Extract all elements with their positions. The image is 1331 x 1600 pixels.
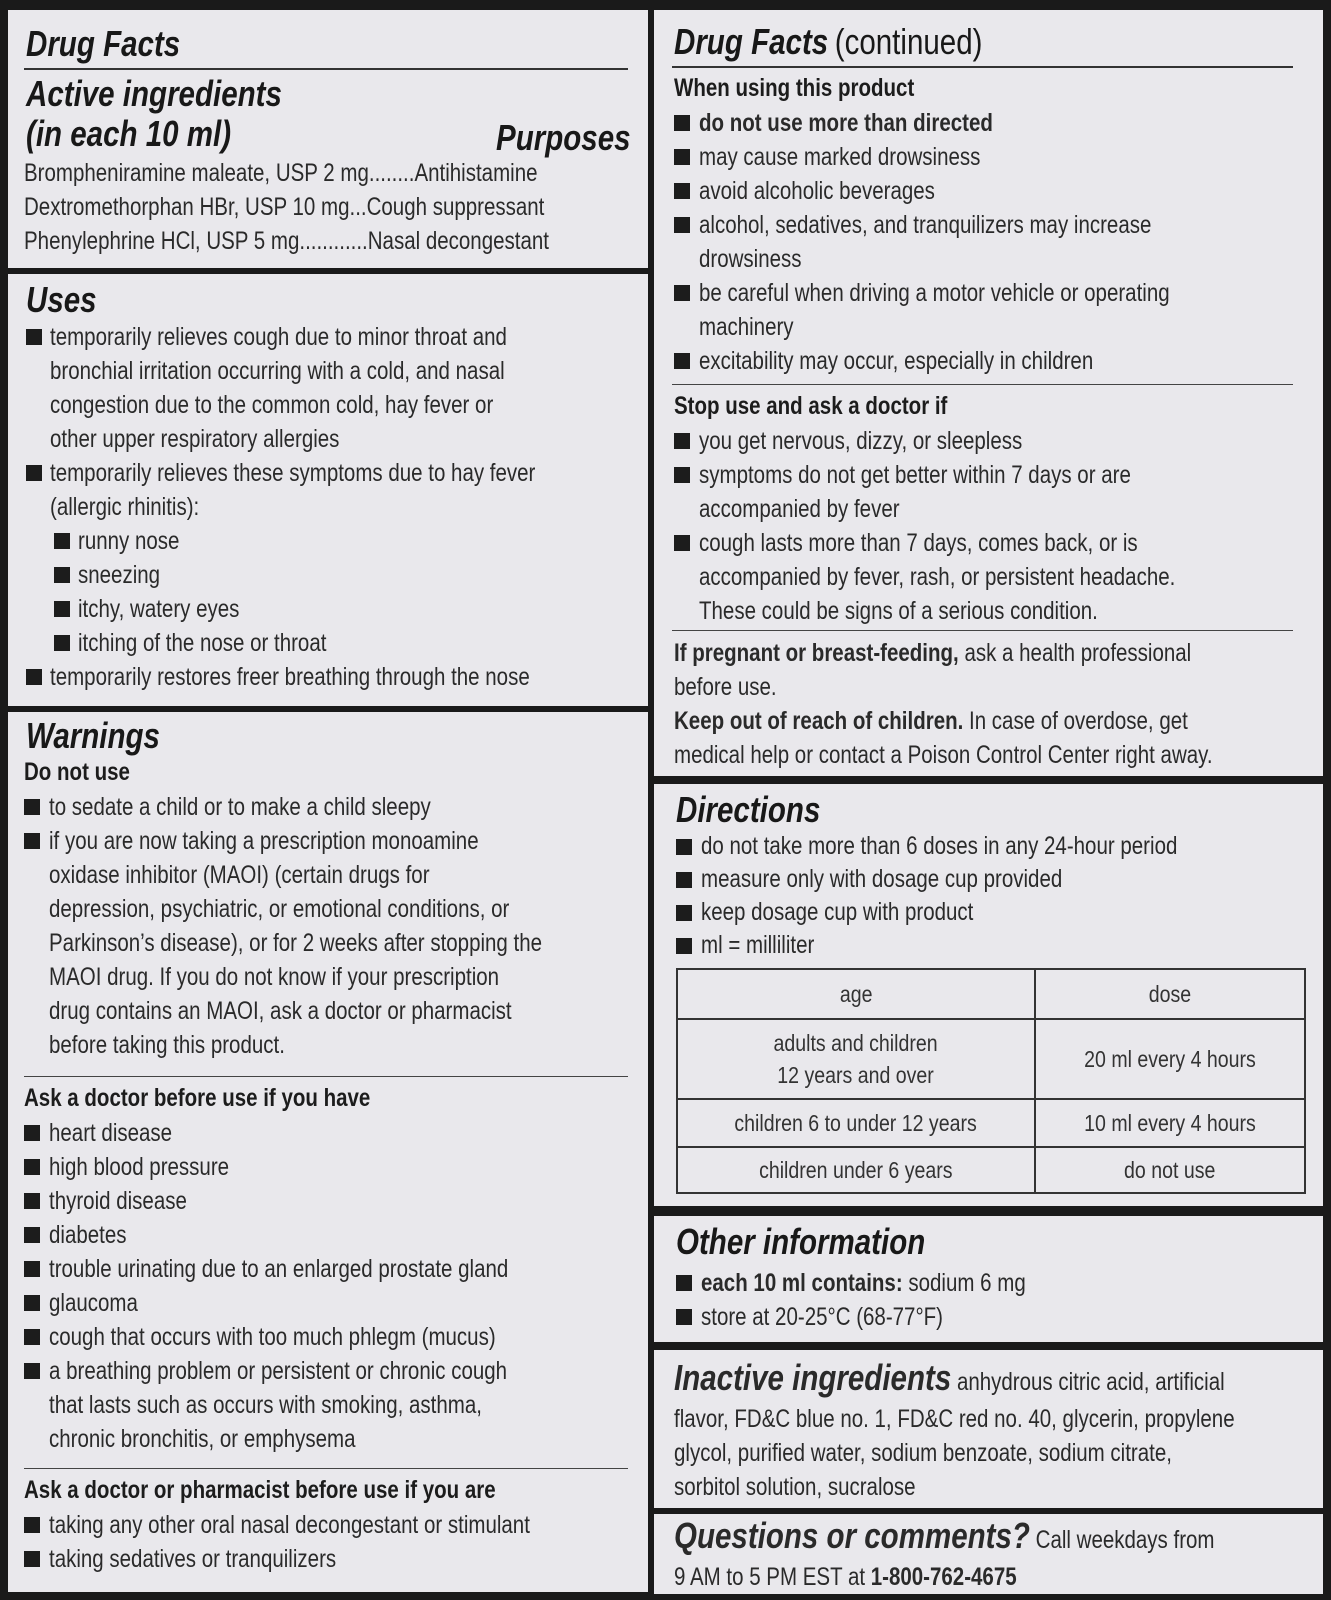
inactive-text: anhydrous citric acid, artificial bbox=[951, 1368, 1225, 1396]
table-header-row bbox=[677, 969, 1305, 1019]
bullet-icon bbox=[674, 183, 690, 199]
age-line: adults and children bbox=[773, 1030, 939, 1056]
other-information-heading: Other information bbox=[676, 1221, 926, 1262]
section-divider bbox=[672, 384, 1293, 385]
list-item: you get nervous, dizzy, or sleepless bbox=[699, 427, 1023, 455]
bullet-icon bbox=[24, 1125, 40, 1141]
inactive-line bbox=[674, 1358, 1235, 1402]
leader-dots: ............ bbox=[299, 227, 368, 255]
bullet-icon bbox=[676, 938, 692, 954]
list-item: store at 20-25°C (68-77°F) bbox=[701, 1303, 944, 1331]
inactive-ingredients-heading: Inactive ingredients bbox=[674, 1357, 952, 1398]
list-item: oxidase inhibitor (MAOI) (certain drugs for bbox=[49, 861, 430, 889]
continued-label: (continued) bbox=[834, 21, 983, 62]
bullet-icon bbox=[674, 217, 690, 233]
bullet-icon bbox=[676, 905, 692, 921]
bullet-icon bbox=[674, 285, 690, 301]
list-item: that lasts such as occurs with smoking, asthma, bbox=[49, 1391, 482, 1419]
uses-list bbox=[26, 320, 642, 694]
do-not-use-heading: Do not use bbox=[24, 758, 130, 786]
ingredient-row bbox=[24, 224, 644, 258]
list-item: cough that occurs with too much phlegm (mucus) bbox=[49, 1323, 496, 1351]
bullet-icon bbox=[676, 1275, 692, 1291]
list-item: taking sedatives or tranquilizers bbox=[49, 1545, 337, 1573]
table-row bbox=[677, 1147, 1305, 1193]
list-item: drowsiness bbox=[699, 245, 802, 273]
age-cell: children under 6 years bbox=[759, 1157, 953, 1183]
bullet-icon bbox=[676, 1309, 692, 1325]
bullet-icon bbox=[26, 465, 42, 481]
keep-out-warning-cont: medical help or contact a Poison Control Center right away. bbox=[674, 741, 1213, 769]
ask-doctor-heading: Ask a doctor before use if you have bbox=[24, 1084, 371, 1112]
active-ingredients-panel bbox=[8, 10, 648, 268]
leader-dots: ... bbox=[349, 193, 367, 221]
drug-facts-continued-title bbox=[674, 22, 982, 62]
list-item: itching of the nose or throat bbox=[78, 629, 327, 657]
list-item: itchy, watery eyes bbox=[78, 595, 240, 623]
list-item: alcohol, sedatives, and tranquilizers may increase bbox=[699, 211, 1152, 239]
bullet-icon bbox=[676, 872, 692, 888]
list-item: bronchial irritation occurring with a cold, and nasal bbox=[50, 357, 505, 385]
questions-text: Call weekdays from bbox=[1029, 1526, 1215, 1554]
age-header: age bbox=[839, 981, 873, 1007]
list-item: accompanied by fever bbox=[699, 495, 900, 523]
list-item: runny nose bbox=[78, 527, 180, 555]
list-item: may cause marked drowsiness bbox=[699, 143, 981, 171]
list-item: drug contains an MAOI, ask a doctor or pharmacist bbox=[49, 997, 512, 1025]
uses-heading: Uses bbox=[26, 279, 97, 320]
bullet-icon bbox=[26, 329, 42, 345]
section-divider bbox=[24, 1076, 628, 1077]
drug-facts-continued-panel bbox=[654, 10, 1323, 776]
inactive-line: sorbitol solution, sucralose bbox=[674, 1473, 916, 1501]
list-item: measure only with dosage cup provided bbox=[701, 865, 1063, 893]
pregnancy-warning bbox=[674, 636, 1213, 670]
age-line: 12 years and over bbox=[777, 1062, 935, 1088]
bullet-icon bbox=[54, 635, 70, 651]
list-item: depression, psychiatric, or emotional conditions, or bbox=[49, 895, 510, 923]
warnings-heading: Warnings bbox=[26, 715, 160, 756]
questions-panel bbox=[654, 1514, 1323, 1594]
other-information-panel bbox=[654, 1216, 1323, 1342]
drug-facts-title: Drug Facts bbox=[26, 23, 181, 64]
sodium-value: sodium 6 mg bbox=[902, 1269, 1026, 1297]
bullet-icon bbox=[674, 535, 690, 551]
bullet-icon bbox=[24, 1329, 40, 1345]
bullet-icon bbox=[54, 601, 70, 617]
list-item: ml = milliliter bbox=[701, 931, 815, 959]
list-item: symptoms do not get better within 7 days or are bbox=[699, 461, 1131, 489]
dose-cell: 10 ml every 4 hours bbox=[1084, 1110, 1256, 1136]
list-item: other upper respiratory allergies bbox=[50, 425, 340, 453]
list-item: chronic bronchitis, or emphysema bbox=[49, 1425, 356, 1453]
sodium-label: each 10 ml contains: bbox=[701, 1269, 903, 1297]
list-item: to sedate a child or to make a child sleepy bbox=[49, 793, 431, 821]
list-item: taking any other oral nasal decongestant or stimulant bbox=[49, 1511, 530, 1539]
list-item: heart disease bbox=[49, 1119, 173, 1147]
title-rule bbox=[672, 66, 1293, 68]
ingredient-row bbox=[24, 190, 644, 224]
dose-header: dose bbox=[1148, 981, 1192, 1007]
ingredient-name: Brompheniramine maleate, USP 2 mg bbox=[24, 159, 369, 187]
bullet-icon bbox=[54, 533, 70, 549]
bullet-icon bbox=[674, 467, 690, 483]
directions-heading: Directions bbox=[676, 789, 821, 830]
bullet-icon bbox=[24, 799, 40, 815]
bullet-icon bbox=[24, 1227, 40, 1243]
warnings-panel bbox=[8, 712, 648, 1592]
list-item: sneezing bbox=[78, 561, 161, 589]
list-item: congestion due to the common cold, hay fever or bbox=[50, 391, 494, 419]
section-divider bbox=[672, 630, 1293, 631]
table-row bbox=[677, 1099, 1305, 1147]
list-item: MAOI drug. If you do not know if your prescription bbox=[49, 963, 500, 991]
list-item: cough lasts more than 7 days, comes back, or is bbox=[699, 529, 1138, 557]
inactive-ingredients-panel bbox=[654, 1350, 1323, 1508]
bullet-icon bbox=[24, 1261, 40, 1277]
list-item: glaucoma bbox=[49, 1289, 138, 1317]
ingredient-row bbox=[24, 156, 644, 190]
directions-panel bbox=[654, 784, 1323, 1206]
list-item: These could be signs of a serious condition. bbox=[699, 597, 1098, 625]
inactive-line: glycol, purified water, sodium benzoate, sodium citrate, bbox=[674, 1439, 1172, 1467]
ingredient-purpose: Antihistamine bbox=[414, 159, 538, 187]
list-item: thyroid disease bbox=[49, 1187, 187, 1215]
list-item: if you are now taking a prescription monoamine bbox=[49, 827, 479, 855]
list-item: excitability may occur, especially in children bbox=[699, 347, 1094, 375]
list-item: temporarily restores freer breathing through the nose bbox=[50, 663, 530, 691]
bullet-icon bbox=[24, 1363, 40, 1379]
list-item: a breathing problem or persistent or chronic cough bbox=[49, 1357, 508, 1385]
bullet-icon bbox=[54, 567, 70, 583]
pregnancy-text: ask a health professional bbox=[958, 639, 1192, 667]
bullet-icon bbox=[26, 669, 42, 685]
list-item: temporarily relieves these symptoms due to hay fever bbox=[50, 459, 536, 487]
list-item: do not take more than 6 doses in any 24-hour period bbox=[701, 832, 1178, 860]
questions-line bbox=[674, 1560, 1215, 1594]
ingredient-name: Phenylephrine HCl, USP 5 mg bbox=[24, 227, 300, 255]
table-row bbox=[677, 1019, 1305, 1099]
active-ingredients-heading: Active ingredients bbox=[26, 73, 282, 114]
when-using-heading: When using this product bbox=[674, 74, 915, 102]
bullet-icon bbox=[24, 1517, 40, 1533]
list-item: avoid alcoholic beverages bbox=[699, 177, 935, 205]
bullet-icon bbox=[24, 1159, 40, 1175]
questions-heading: Questions or comments? bbox=[674, 1515, 1030, 1556]
questions-line bbox=[674, 1516, 1215, 1560]
drug-facts-title: Drug Facts bbox=[674, 21, 829, 62]
ingredient-name: Dextromethorphan HBr, USP 10 mg bbox=[24, 193, 350, 221]
active-ingredients-subheading: (in each 10 ml) bbox=[26, 113, 232, 154]
pregnancy-label: If pregnant or breast-feeding, bbox=[674, 639, 959, 667]
ask-pharmacist-heading: Ask a doctor or pharmacist before use if you are bbox=[24, 1476, 496, 1504]
bullet-icon bbox=[24, 833, 40, 849]
stop-use-heading: Stop use and ask a doctor if bbox=[674, 392, 948, 420]
pregnancy-warning-cont: before use. bbox=[674, 673, 777, 701]
dose-cell: 20 ml every 4 hours bbox=[1084, 1046, 1256, 1072]
bullet-icon bbox=[674, 353, 690, 369]
list-item: Parkinson’s disease), or for 2 weeks after stopping the bbox=[49, 929, 543, 957]
list-item: machinery bbox=[699, 313, 794, 341]
list-item: diabetes bbox=[49, 1221, 127, 1249]
list-item: do not use more than directed bbox=[699, 109, 993, 137]
list-item: trouble urinating due to an enlarged prostate gland bbox=[49, 1255, 509, 1283]
keep-out-text: In case of overdose, get bbox=[963, 707, 1188, 735]
keep-out-warning bbox=[674, 704, 1213, 738]
inactive-line: flavor, FD&C blue no. 1, FD&C red no. 40, glycerin, propylene bbox=[674, 1405, 1235, 1433]
list-item: be careful when driving a motor vehicle or operating bbox=[699, 279, 1170, 307]
list-item: before taking this product. bbox=[49, 1031, 285, 1059]
bullet-icon bbox=[24, 1551, 40, 1567]
keep-out-label: Keep out of reach of children. bbox=[674, 707, 964, 735]
bullet-icon bbox=[676, 839, 692, 855]
ingredient-purpose: Cough suppressant bbox=[366, 193, 545, 221]
phone-number: 1-800-762-4675 bbox=[870, 1563, 1017, 1591]
age-cell bbox=[774, 1027, 938, 1091]
title-rule bbox=[24, 68, 628, 70]
list-item: (allergic rhinitis): bbox=[50, 493, 200, 521]
list-item bbox=[701, 1266, 1026, 1300]
uses-panel bbox=[8, 274, 648, 706]
purposes-heading: Purposes bbox=[496, 117, 631, 158]
bullet-icon bbox=[674, 115, 690, 131]
section-divider bbox=[24, 1468, 628, 1469]
leader-dots: ........ bbox=[368, 159, 415, 187]
hours-text: 9 AM to 5 PM EST at bbox=[674, 1563, 871, 1591]
list-item: temporarily relieves cough due to minor throat and bbox=[50, 323, 507, 351]
list-item: accompanied by fever, rash, or persistent headache. bbox=[699, 563, 1176, 591]
bullet-icon bbox=[674, 433, 690, 449]
bullet-icon bbox=[24, 1295, 40, 1311]
ingredient-purpose: Nasal decongestant bbox=[367, 227, 549, 255]
age-cell: children 6 to under 12 years bbox=[734, 1110, 978, 1136]
dose-cell: do not use bbox=[1124, 1157, 1216, 1183]
list-item: high blood pressure bbox=[49, 1153, 230, 1181]
bullet-icon bbox=[674, 149, 690, 165]
bullet-icon bbox=[24, 1193, 40, 1209]
list-item: keep dosage cup with product bbox=[701, 898, 974, 926]
dosage-table bbox=[676, 968, 1306, 1194]
